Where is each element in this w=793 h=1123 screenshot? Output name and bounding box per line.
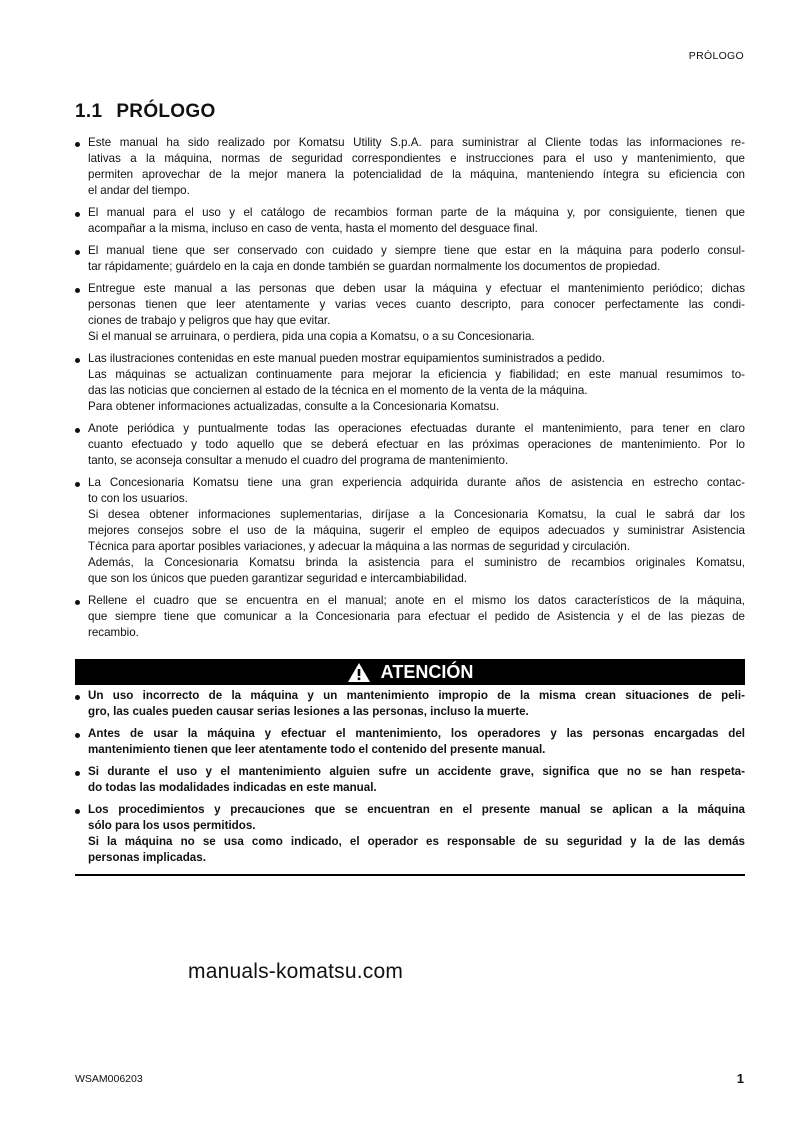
bullet-icon: [75, 600, 80, 605]
running-header: PRÓLOGO: [688, 50, 744, 62]
text-line: que son los únicos que pueden garantizar seguridad e intercambiabilidad.: [88, 572, 467, 585]
text-line: La Concesionaria Komatsu tiene una gran experiencia adquirida durante años de asistencia en estrecho contac-: [88, 476, 745, 489]
text-line: ciones de trabajo y peligros que hay que evitar.: [88, 314, 331, 327]
bullet-paragraph: [75, 475, 745, 587]
text-line: El manual para el uso y el catálogo de recambios forman parte de la máquina y, por consiguiente, tienen que: [88, 206, 745, 219]
text-line: Anote periódica y puntualmente todas las operaciones efectuadas durante el mantenimiento, para tener en claro: [88, 422, 745, 435]
warning-title: ATENCIÓN: [380, 661, 474, 682]
text-line: Técnica para aportar posibles variaciones, y adecuar la máquina a las normas de seguridad y circulación.: [88, 540, 630, 553]
document-code: WSAM006203: [75, 1073, 143, 1085]
text-line: personas implicadas.: [88, 851, 206, 864]
bullet-icon: [75, 142, 80, 147]
text-line: cuanto efectuado y todo aquello que se deberá efectuar en las próximas operaciones de mantenimiento. Por lo: [88, 438, 745, 451]
bullet-paragraph: [75, 281, 745, 345]
warning-banner: [75, 659, 745, 685]
bullet-icon: [75, 212, 80, 217]
text-line: gro, las cuales pueden causar serias lesiones a las personas, incluso la muerte.: [88, 705, 529, 718]
text-line: tar rápidamente; guárdelo en la caja en donde también se guardan normalmente los documentos de propiedad.: [88, 260, 661, 273]
bullet-icon: [75, 288, 80, 293]
warning-triangle-icon: [347, 662, 371, 683]
bullet-icon: [75, 358, 80, 363]
text-line: Antes de usar la máquina y efectuar el mantenimiento, los operadores y las personas encargadas del: [88, 727, 745, 740]
text-line: que siempre tiene que comunicar a la Concesionaria para efectuar el pedido de Asistencia y el de las piezas de: [88, 610, 745, 623]
bullet-paragraph: [75, 688, 745, 720]
bullet-paragraph: [75, 243, 745, 275]
text-line: recambio.: [88, 626, 139, 639]
bullet-icon: [75, 733, 80, 738]
text-line: acompañar a la misma, incluso en caso de venta, hasta el momento del desguace final.: [88, 222, 538, 235]
text-line: Además, la Concesionaria Komatsu brinda la asistencia para el suministro de recambios originales Komatsu,: [88, 556, 745, 569]
bullet-icon: [75, 250, 80, 255]
bullet-paragraph: [75, 421, 745, 469]
bullet-icon: [75, 428, 80, 433]
text-line: permiten aprovechar de la mejor manera la potencialidad de la máquina, manteniendo íntegra su eficiencia con: [88, 168, 745, 181]
bullet-paragraph: [75, 351, 745, 415]
text-line: Las máquinas se actualizan continuamente para mejorar la eficiencia y fiabilidad; en este manual resumimos to-: [88, 368, 745, 381]
text-line: Para obtener informaciones actualizadas, consulte a la Concesionaria Komatsu.: [88, 400, 500, 413]
text-line: personas tienen que leer atentamente y varias veces cuanto descripto, para conocer perfectamente las condi-: [88, 298, 745, 311]
text-line: mejores consejos sobre el uso de la máquina, sugerir el empleo de equipos adecuados y suministrar Asistencia: [88, 524, 745, 537]
text-line: Si desea obtener informaciones suplementarias, diríjase a la Concesionaria Komatsu, la cual le sabrá dar los: [88, 508, 745, 521]
text-line: Un uso incorrecto de la máquina y un mantenimiento impropio de la misma crean situaciones de peli-: [88, 689, 745, 702]
warning-body: [75, 688, 745, 872]
text-line: sólo para los usos permitidos.: [88, 819, 256, 832]
section-title-text: PRÓLOGO: [116, 101, 216, 122]
text-line: El manual tiene que ser conservado con cuidado y siempre tiene que estar en la máquina para poderlo consul-: [88, 244, 745, 257]
text-line: Las ilustraciones contenidas en este manual pueden mostrar equipamientos suministrados a pedido.: [88, 352, 605, 365]
bullet-icon: [75, 771, 80, 776]
warning-bottom-rule: [75, 874, 745, 876]
text-line: das las noticias que conciernen al estado de la técnica en el momento de la venta de la máquina.: [88, 384, 588, 397]
bullet-icon: [75, 809, 80, 814]
watermark: manuals-komatsu.com: [188, 960, 404, 983]
text-line: Si durante el uso y el mantenimiento alguien sufre un accidente grave, significa que no se han respeta-: [88, 765, 745, 778]
text-line: Si la máquina no se usa como indicado, el operador es responsable de su seguridad y la de las demás: [88, 835, 745, 848]
text-line: Entregue este manual a las personas que deben usar la máquina y efectuar el mantenimiento periódico; dichas: [88, 282, 745, 295]
page-number: 1: [736, 1071, 744, 1086]
text-line: Si el manual se arruinara, o perdiera, pida una copia a Komatsu, o a su Concesionaria.: [88, 330, 535, 343]
bullet-paragraph: [75, 593, 745, 641]
section-title: [75, 101, 216, 123]
bullet-paragraph: [75, 764, 745, 796]
bullet-paragraph: [75, 135, 745, 199]
bullet-paragraph: [75, 802, 745, 866]
text-line: tanto, se aconseja consultar a menudo el cuadro del programa de mantenimiento.: [88, 454, 509, 467]
prologue-body: [75, 135, 745, 647]
section-number: 1.1: [75, 101, 103, 122]
text-line: Los procedimientos y precauciones que se encuentran en el presente manual se aplican a la máquina: [88, 803, 745, 816]
text-line: lativas a la máquina, normas de seguridad correspondientes e instrucciones para el uso y mantenimiento, que: [88, 152, 745, 165]
text-line: Rellene el cuadro que se encuentra en el manual; anote en el mismo los datos característicos de la máquina,: [88, 594, 745, 607]
text-line: el andar del tiempo.: [88, 184, 190, 197]
text-line: mantenimiento tienen que leer atentamente todo el contenido del presente manual.: [88, 743, 546, 756]
bullet-paragraph: [75, 726, 745, 758]
text-line: Este manual ha sido realizado por Komatsu Utility S.p.A. para suministrar al Cliente todas las informaciones re-: [88, 136, 745, 149]
text-line: to con los usuarios.: [88, 492, 188, 505]
bullet-icon: [75, 695, 80, 700]
bullet-paragraph: [75, 205, 745, 237]
text-line: do todas las modalidades indicadas en este manual.: [88, 781, 377, 794]
bullet-icon: [75, 482, 80, 487]
